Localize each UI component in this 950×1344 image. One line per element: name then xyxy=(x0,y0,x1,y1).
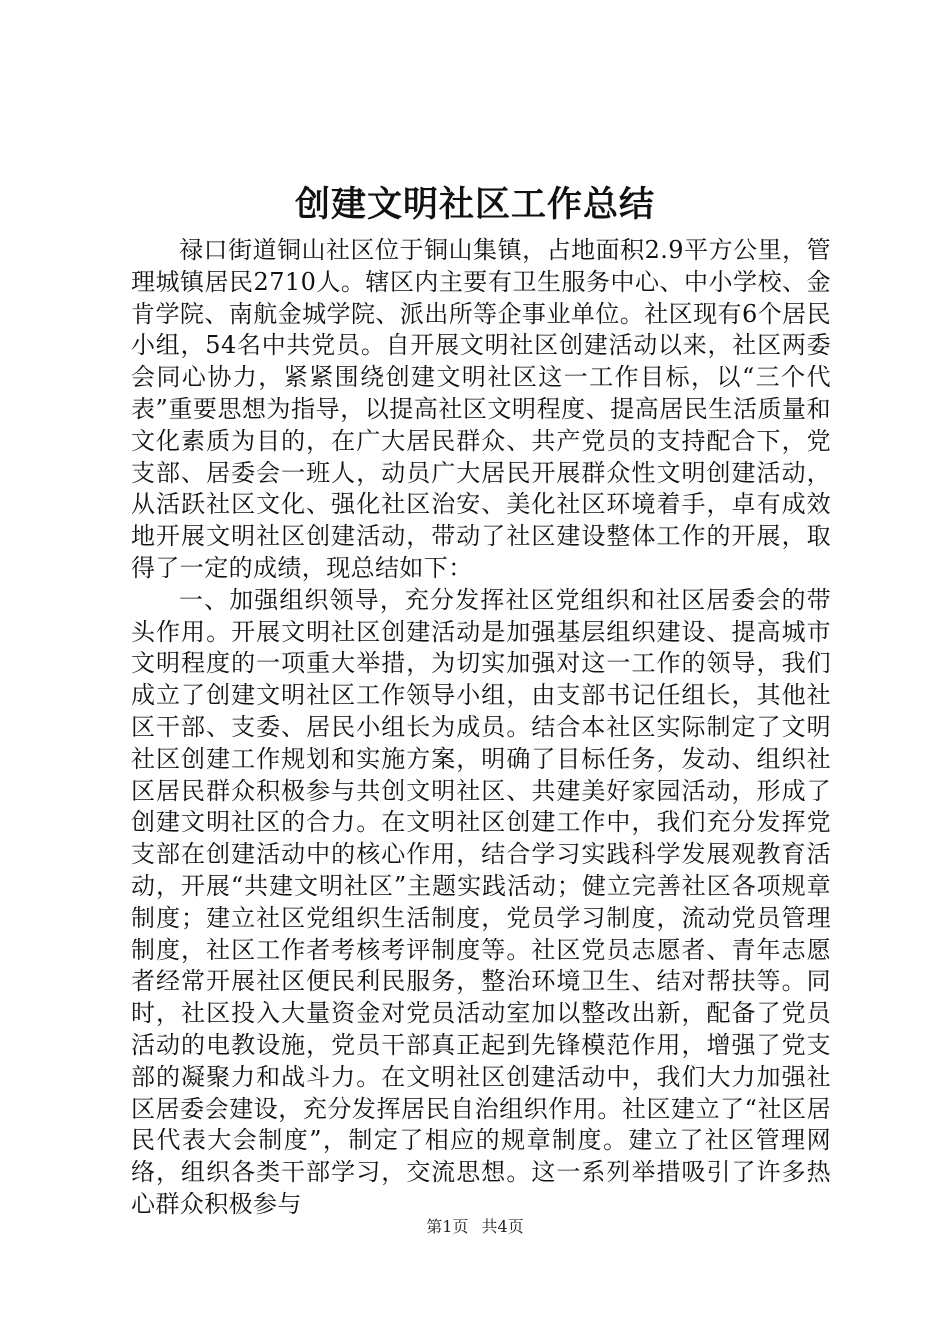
document-title: 创建文明社区工作总结 xyxy=(294,185,655,225)
page-footer xyxy=(0,1216,950,1238)
page-total: 共4页 xyxy=(481,1217,524,1236)
paragraph-section-one: 一、加强组织领导，充分发挥社区党组织和社区居委会的带头作用。开展文明社区创建活动是加强基层组织建设、提高城市文明程度的一项重大举措，为切实加强对这一工作的领导，我们成立了创建文明社区工作领导小组，由支部书记任组长，其他社区干部、支委、居民小组长为成员。结合本社区实际制定了文明社区创建工作规划和实施方案，明确了目标任务，发动、组织社区居民群众积极参与共创文明社区、共建美好家园活动，形成了创建文明社区的合力。在文明社区创建工作中，我们充分发挥党支部在创建活动中的核心作用，结合学习实践科学发展观教育活动，开展“共建文明社区”主题实践活动；健立完善社区各项规章制度；建立社区党组织生活制度，党员学习制度，流动党员管理制度，社区工作者考核考评制度等。社区党员志愿者、青年志愿者经常开展社区便民利民服务，整治环境卫生、结对帮扶等。同时，社区投入大量资金对党员活动室加以整改出新，配备了党员活动的电教设施，党员干部真正起到先锋模范作用，增强了党支部的凝聚力和战斗力。在文明社区创建活动中，我们大力加强社区居委会建设，充分发挥居民自治组织作用。社区建立了“社区居民代表大会制度”，制定了相应的规章制度。建立了社区管理网络，组织各类干部学习，交流思想。这一系列举措吸引了许多热心群众积极参与 xyxy=(131,585,831,1218)
paragraph-intro: 禄口街道铜山社区位于铜山集镇，占地面积2.9平方公里，管理城镇居民2710人。辖区内主要有卫生服务中心、中小学校、金肯学院、南航金城学院、派出所等企事业单位。社区现有6个居民小组，54名中共党员。自开展文明社区创建活动以来，社区两委会同心协力，紧紧围绕创建文明社区这一工作目标，以“三个代表”重要思想为指导，以提高社区文明程度、提高居民生活质量和文化素质为目的，在广大居民群众、共产党员的支持配合下，党支部、居委会一班人，动员广大居民开展群众性文明创建活动，从活跃社区文化、强化社区治安、美化社区环境着手，卓有成效地开展文明社区创建活动，带动了社区建设整体工作的开展，取得了一定的成绩，现总结如下： xyxy=(131,236,831,582)
document-body xyxy=(131,235,831,1221)
page-number: 第1页 xyxy=(426,1217,469,1236)
